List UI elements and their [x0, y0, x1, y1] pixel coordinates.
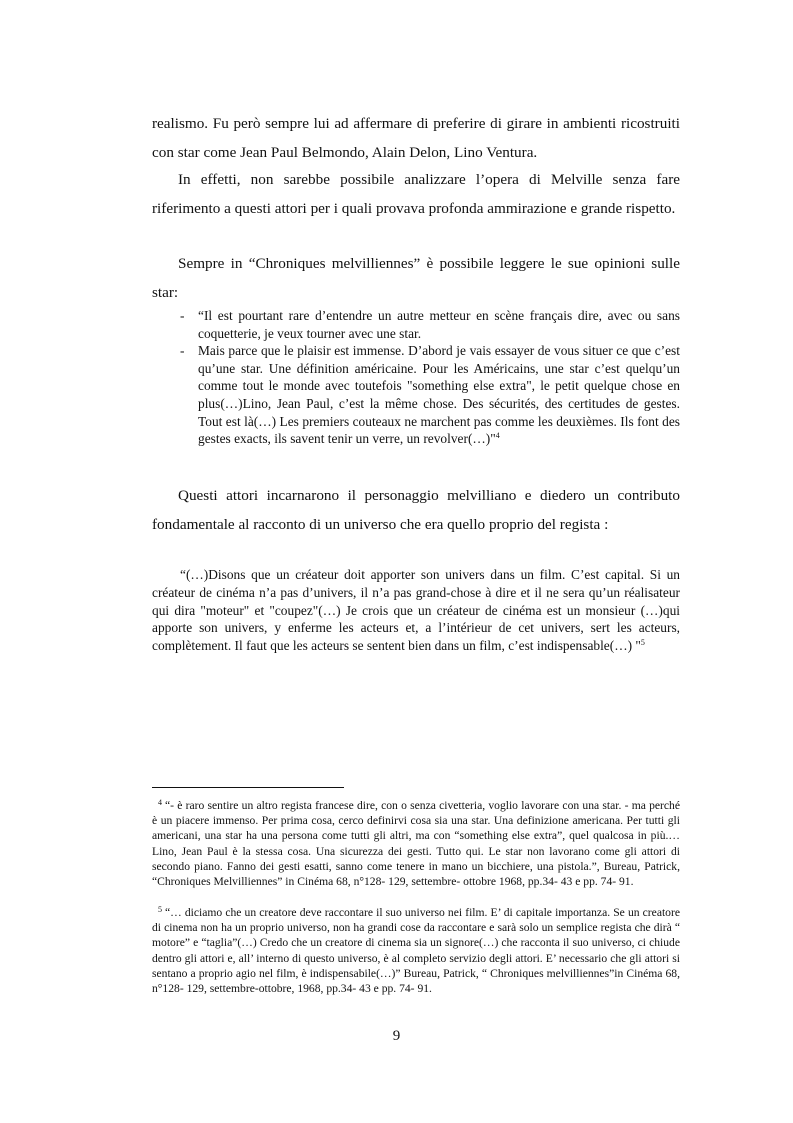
- list-item: [180, 342, 680, 448]
- footnote-5: [152, 902, 680, 996]
- footnote-4-text: “- è raro sentire un altro regista francese dire, con o senza civetteria, voglio lavorare con una star. - ma perché è un piacere immenso. Per prima cosa, cerco definirvi cosa sia una star. Una definizione americana. Per tutti gli americani, una star ha una persona come tutti gli altri, ma con “something else extra”, quel qualcosa in più.… Lino, Jean Paul è la stessa cosa. Una sicurezza dei gesti. Tutto qui. Le star non lavorano come gli attori di secondo piano. Fanno dei gesti esatti, sanno come tenere in mano un bicchiere, una pistola.”, Bureau, Patrick, “Chroniques Melvilliennes” in Cinéma 68, n°128- 129, settembre- ottobre 1968, pp.34- 43 e pp. 74- 91.: [152, 799, 680, 889]
- footnote-5-mark: 5: [158, 905, 162, 914]
- footnote-4-mark: 4: [158, 798, 162, 807]
- block-quote-text: “(…)Disons que un créateur doit apporter son univers dans un film. C’est capital. Si un créateur de cinéma n’a pas d’univers, il n’a pas grand-chose à dire et il ne sera qu’un réalisateur qui dira "moteur" et "coupez"(…) Je crois que un créateur de cinéma est un monsieur (…)qui apporte son univers, y enferme les acteurs et, a l’intérieur de cet univers, sert les acteurs, complètement. Il faut que les acteurs se sentent bien dans un film, c’est indispensable(…) ": [152, 567, 680, 654]
- star-quote-list: [180, 307, 680, 448]
- footnote-4: [152, 795, 680, 889]
- body-paragraph-4: Questi attori incarnarono il personaggio melvilliano e diedero un contributo fondamentale al racconto di un universo che era quello proprio del regista :: [152, 487, 680, 533]
- list-item: [180, 307, 680, 342]
- body-paragraph-2: In effetti, non sarebbe possibile analizzare l’opera di Melville senza fare riferimento a questi attori per i quali provava profonda ammirazione e grande rispetto.: [152, 171, 680, 217]
- block-quote: [152, 566, 680, 655]
- footnote-divider: [152, 787, 344, 788]
- body-paragraph-3: Sempre in “Chroniques melvilliennes” è possibile leggere le sue opinioni sulle star:: [152, 255, 680, 301]
- footnote-ref-5: 5: [640, 638, 645, 648]
- list-dash: -: [180, 308, 185, 323]
- list-dash: -: [180, 343, 185, 359]
- quote-item-1-text: “Il est pourtant rare d’entendre un autre metteur en scène français dire, avec ou sans coquetterie, je veux tourner avec une star.: [198, 308, 680, 341]
- quote-item-2-text: Mais parce que le plaisir est immense. D’abord je vais essayer de vous situer ce que c’est qu’une star. Une définition américaine. Pour les Américains, une star c’est quelqu’un comme tout le monde avec toutefois "something else extra", le petit quelque chose en plus(…)Lino, Jean Paul, c’est la même chose. Des sécurités, des certitudes de gestes. Tout est là(…) Les premiers couteaux ne marchent pas comme les deuxièmes. Ils font des gestes exacts, ils savent tenir un verre, un revolver(…)": [198, 343, 680, 447]
- footnote-5-text: “… diciamo che un creatore deve raccontare il suo universo nei film. E’ di capitale importanza. Se un creatore di cinema non ha un proprio universo, non ha grandi cose da raccontare e sarà solo un semplice regista che dirà “ motore” e “taglia”(…) Credo che un creatore di cinema sia un signore(…) che racconta il suo universo, ci chiude dentro gli attori e, all’ interno di questo universo, è al completo servizio degli attori. E’ necessario che gli attori si sentano a proprio agio nel film, è indispensabile(…)” Bureau, Patrick, “ Chroniques melvilliennes”in Cinéma 68, n°128- 129, settembre-ottobre, 1968, pp.34- 43 e pp. 74- 91.: [152, 906, 680, 996]
- footnote-ref-4: 4: [495, 431, 500, 441]
- page-number: 9: [392, 1028, 401, 1044]
- body-paragraph-1: realismo. Fu però sempre lui ad affermare di preferire di girare in ambienti ricostruiti con star come Jean Paul Belmondo, Alain Delon, Lino Ventura.: [152, 115, 680, 161]
